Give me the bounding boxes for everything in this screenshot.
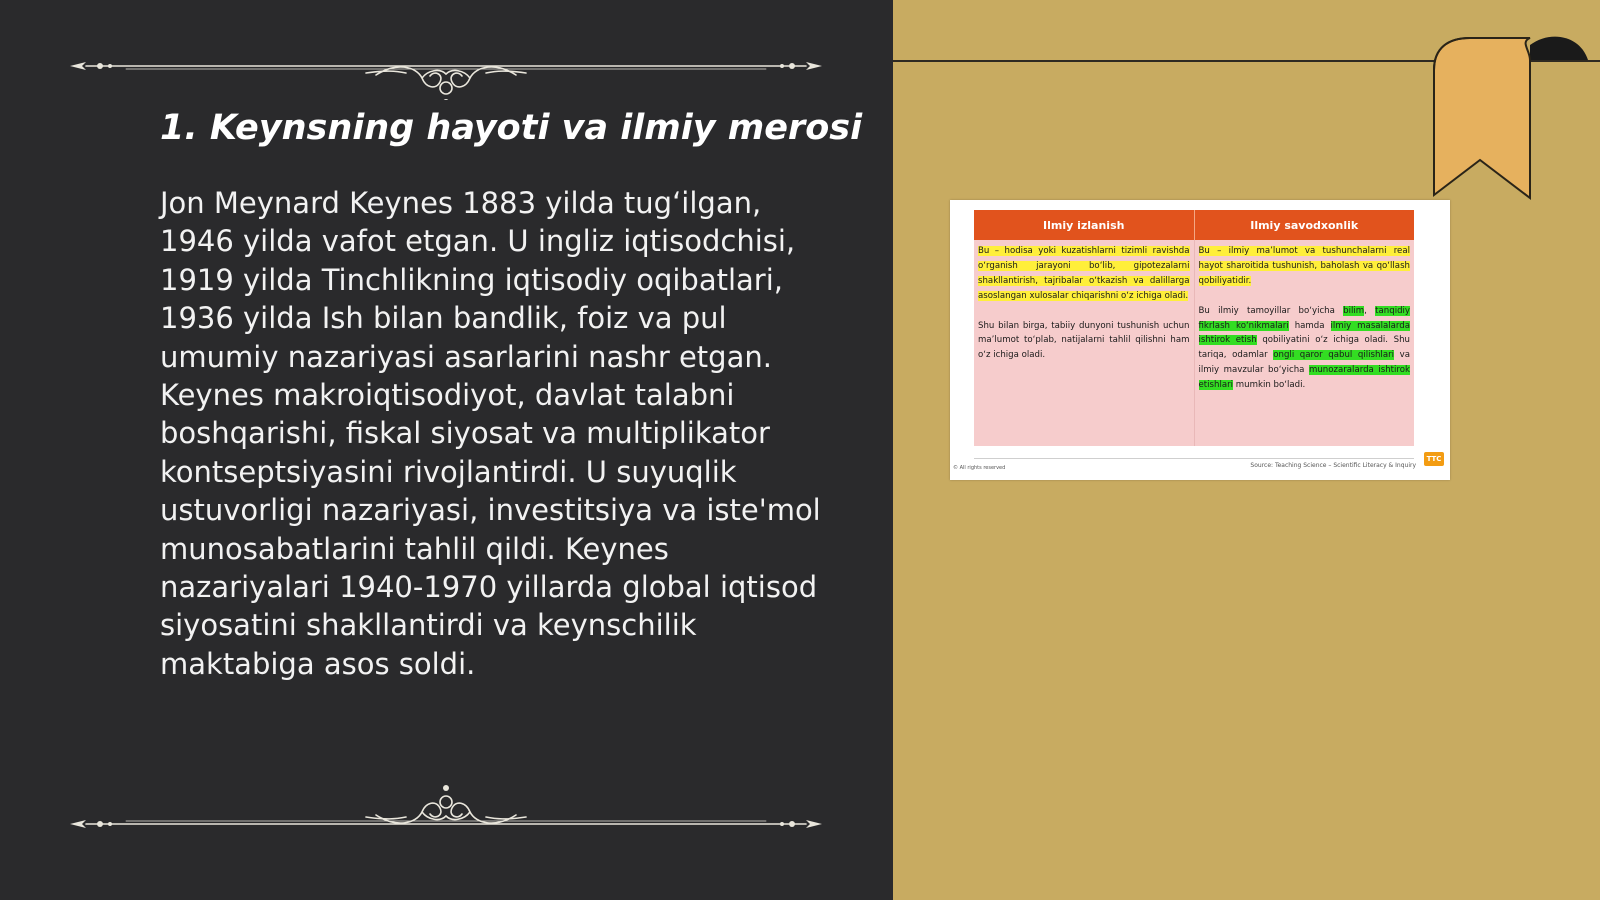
- detail-text: Shu bilan birga, tabiiy dunyoni tushunish uchun ma’lumot to‘plab, natijalarni tahlil qilishni ham o‘z ichiga oladi.: [978, 320, 1190, 361]
- comparison-table: [974, 210, 1414, 446]
- highlight-text: tanqidiy fikrlash ko‘nikmalari: [1198, 305, 1411, 331]
- highlight-text: ilmiy masalalarda ishtirok etish: [1198, 320, 1410, 346]
- text-run: qobiliyatini o‘z ichiga oladi. Shu tariqa, odamlar: [1198, 335, 1410, 361]
- divider: [974, 458, 1414, 459]
- text-run: hamda: [1288, 320, 1331, 331]
- detail-text: [1199, 304, 1411, 393]
- highlight-text: ongli qaror qabul qilishlari: [1273, 350, 1395, 361]
- logo: TTC: [1424, 452, 1444, 466]
- table-body: [974, 240, 1414, 446]
- comparison-infographic: [950, 200, 1450, 480]
- definition-text: Bu – hodisa yoki kuzatishlarni tizimli ravishda o‘rganish jarayoni bo‘lib, gipotezalarni shakllantirish, tajribalar o‘tkazish va dalillarga asoslangan xulosalar chiqarishni o‘z ichiga oladi.: [978, 246, 1190, 301]
- slide-body-text: Jon Meynard Keynes 1883 yilda tug‘ilgan, 1946 yilda vafot etgan. U ingliz iqtisodchisi, 1919 yilda Tinchlikning iqtisodiy oqibatlari, 1936 yilda Ish bilan bandlik, foiz va pul umumiy nazariyasi asarlarini nashr etgan. Keynes makroiqtisodiyot, davlat talabni boshqarishi, fiskal siyosat va multiplikator kontseptsiyasini rivojlantirdi. U suyuqlik ustuvorligi nazariyasi, investitsiya va iste'mol munosabatlarini tahlil qildi. Keynes nazariyalari 1940-1970 yillarda global iqtisod siyosatini shakllantirdi va keynschilik maktabiga asos soldi.: [160, 186, 821, 681]
- table-header: [974, 210, 1414, 240]
- bookmark-ribbon-icon: [1430, 30, 1600, 210]
- header-ilmiy-savodxonlik: Ilmiy savodxonlik: [1194, 210, 1415, 240]
- scroll-divider-icon: [66, 40, 826, 100]
- column-ilmiy-izlanish: [974, 240, 1194, 446]
- highlight-text: bilim: [1343, 305, 1365, 316]
- text-run: Bu ilmiy tamoyillar bo‘yicha: [1198, 305, 1344, 316]
- text-run: va ilmiy mavzular bo‘yicha: [1198, 350, 1410, 376]
- rights-note: © All rights reserved: [953, 465, 1006, 471]
- source-note: Source: Teaching Science – Scientific Literacy & Inquiry: [1250, 462, 1416, 469]
- text-run: mumkin bo‘ladi.: [1233, 380, 1306, 391]
- column-ilmiy-savodxonlik: [1194, 240, 1415, 446]
- text-run: ,: [1364, 305, 1376, 316]
- slide-title: 1. Keynsning hayoti va ilmiy merosi: [160, 108, 863, 148]
- highlight-text: munozaralarda ishtirok etishlari: [1198, 365, 1410, 391]
- scroll-divider-icon: [66, 772, 826, 832]
- header-ilmiy-izlanish: Ilmiy izlanish: [1043, 218, 1125, 232]
- definition-text: Bu – ilmiy ma’lumot va tushunchalarni real hayot sharoitida tushunish, baholash va qo‘llash qobiliyatidir.: [1198, 246, 1410, 286]
